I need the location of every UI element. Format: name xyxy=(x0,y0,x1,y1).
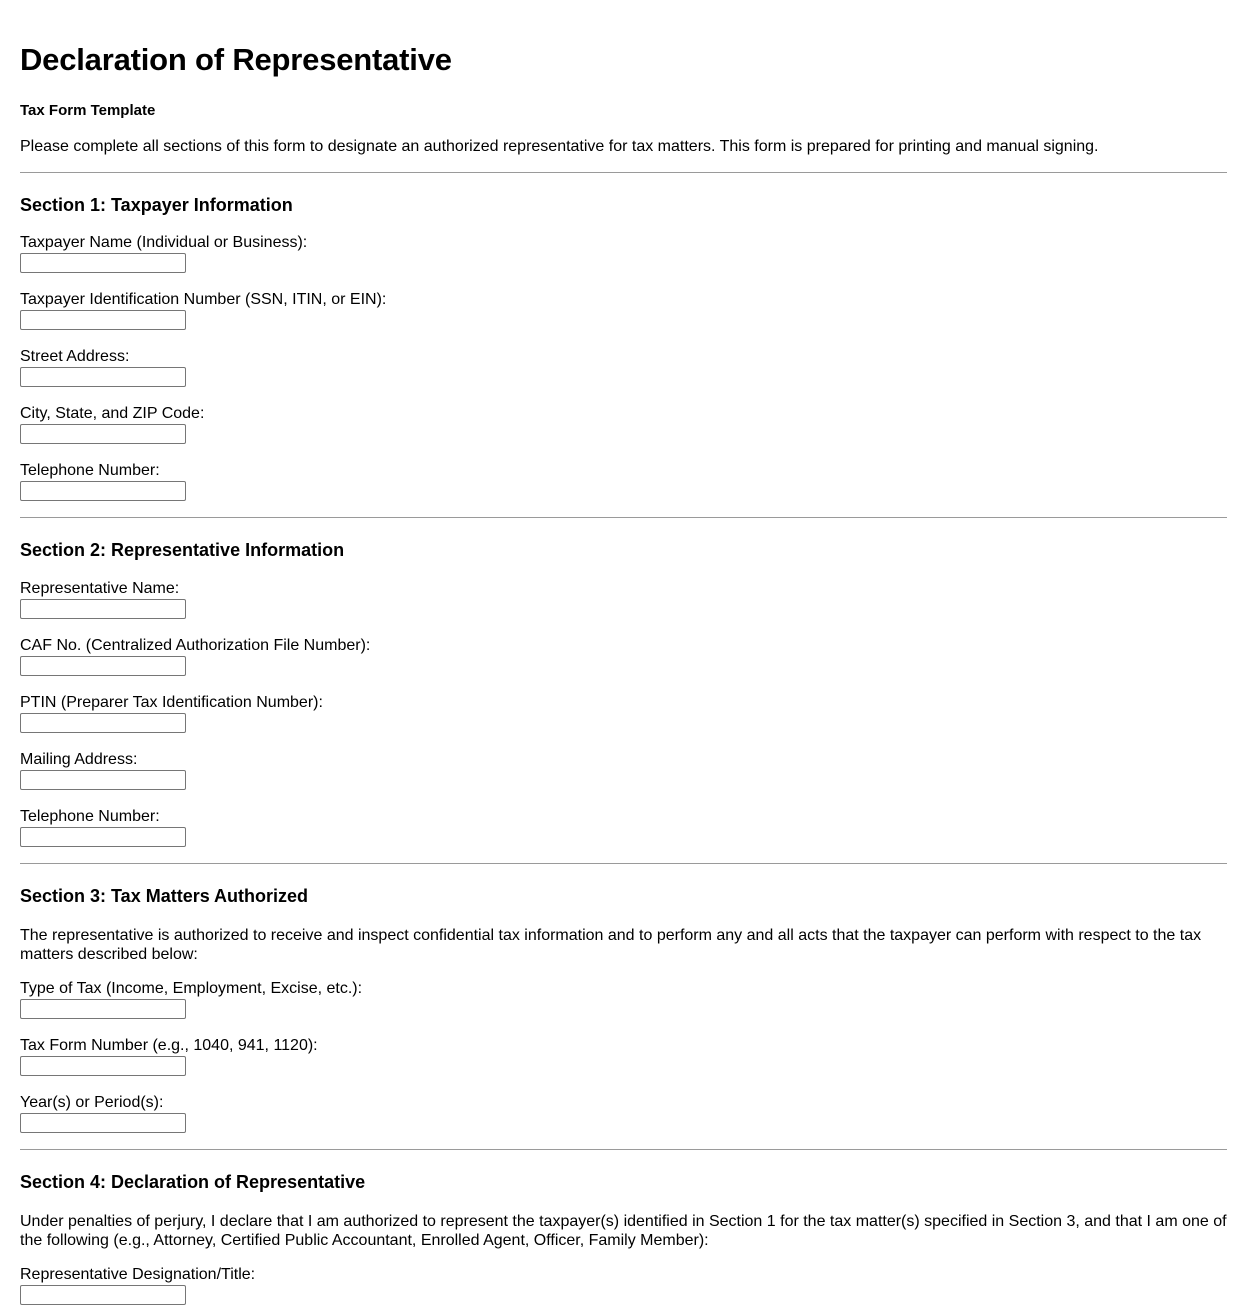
mailing-address-input[interactable] xyxy=(20,770,186,790)
taxpayer-name-input[interactable] xyxy=(20,253,186,273)
taxpayer-telephone-input[interactable] xyxy=(20,481,186,501)
field-label: Taxpayer Name (Individual or Business): xyxy=(20,234,308,251)
taxpayer-telephone-field-group xyxy=(20,444,1227,501)
field-label: Year(s) or Period(s): xyxy=(20,1094,164,1111)
representative-name-field-group xyxy=(20,561,1227,619)
caf-number-field-group xyxy=(20,619,1227,676)
form-intro-text: Please complete all sections of this form to designate an authorized representative for tax matters. This form is prepared for printing and manual signing. xyxy=(20,138,1099,155)
caf-number-input[interactable] xyxy=(20,656,186,676)
taxpayer-id-input[interactable] xyxy=(20,310,186,330)
designation-title-input[interactable] xyxy=(20,1285,186,1305)
section-description: The representative is authorized to receive and inspect confidential tax information and to perform any and all acts that the taxpayer can perform with respect to the tax matters described below: xyxy=(20,927,1202,963)
ptin-field-group xyxy=(20,676,1227,733)
field-label: Tax Form Number (e.g., 1040, 941, 1120): xyxy=(20,1037,318,1054)
representative-telephone-field-group xyxy=(20,790,1227,847)
section-heading: Section 3: Tax Matters Authorized xyxy=(20,886,309,906)
field-label: Type of Tax (Income, Employment, Excise, etc.): xyxy=(20,980,363,997)
type-of-tax-input[interactable] xyxy=(20,999,186,1019)
section-taxpayer-information xyxy=(20,173,1227,501)
field-label: City, State, and ZIP Code: xyxy=(20,405,205,422)
field-label: Representative Designation/Title: xyxy=(20,1266,256,1283)
field-label: PTIN (Preparer Tax Identification Number): xyxy=(20,694,323,711)
page-title: Declaration of Representative xyxy=(20,42,452,77)
type-of-tax-field-group xyxy=(20,964,1227,1019)
representative-telephone-input[interactable] xyxy=(20,827,186,847)
representative-name-input[interactable] xyxy=(20,599,186,619)
tax-periods-field-group xyxy=(20,1076,1227,1133)
field-label: Telephone Number: xyxy=(20,462,160,479)
field-label: Mailing Address: xyxy=(20,751,138,768)
city-state-zip-input[interactable] xyxy=(20,424,186,444)
form-subtitle: Tax Form Template xyxy=(20,102,156,119)
tax-form-number-input[interactable] xyxy=(20,1056,186,1076)
section-heading: Section 1: Taxpayer Information xyxy=(20,195,293,215)
section-declaration-of-representative xyxy=(20,1150,1227,1305)
field-label: CAF No. (Centralized Authorization File Number): xyxy=(20,637,371,654)
section-tax-matters-authorized xyxy=(20,864,1227,1133)
taxpayer-id-field-group xyxy=(20,273,1227,330)
designation-title-field-group xyxy=(20,1250,1227,1305)
tax-form-number-field-group xyxy=(20,1019,1227,1076)
mailing-address-field-group xyxy=(20,733,1227,790)
field-label: Telephone Number: xyxy=(20,808,160,825)
ptin-input[interactable] xyxy=(20,713,186,733)
street-address-field-group xyxy=(20,330,1227,387)
field-label: Taxpayer Identification Number (SSN, ITIN, or EIN): xyxy=(20,291,387,308)
section-heading: Section 2: Representative Information xyxy=(20,540,345,560)
taxpayer-name-field-group xyxy=(20,216,1227,273)
city-state-zip-field-group xyxy=(20,387,1227,444)
street-address-input[interactable] xyxy=(20,367,186,387)
section-heading: Section 4: Declaration of Representative xyxy=(20,1172,366,1192)
section-representative-information xyxy=(20,518,1227,847)
tax-periods-input[interactable] xyxy=(20,1113,186,1133)
field-label: Representative Name: xyxy=(20,580,180,597)
section-description: Under penalties of perjury, I declare that I am authorized to represent the taxpayer(s) identified in Section 1 for the tax matter(s) specified in Section 3, and that I am one of the following (e.g., Attorney, Certified Public Accountant, Enrolled Agent, Officer, Family Member): xyxy=(20,1213,1227,1249)
field-label: Street Address: xyxy=(20,348,130,365)
